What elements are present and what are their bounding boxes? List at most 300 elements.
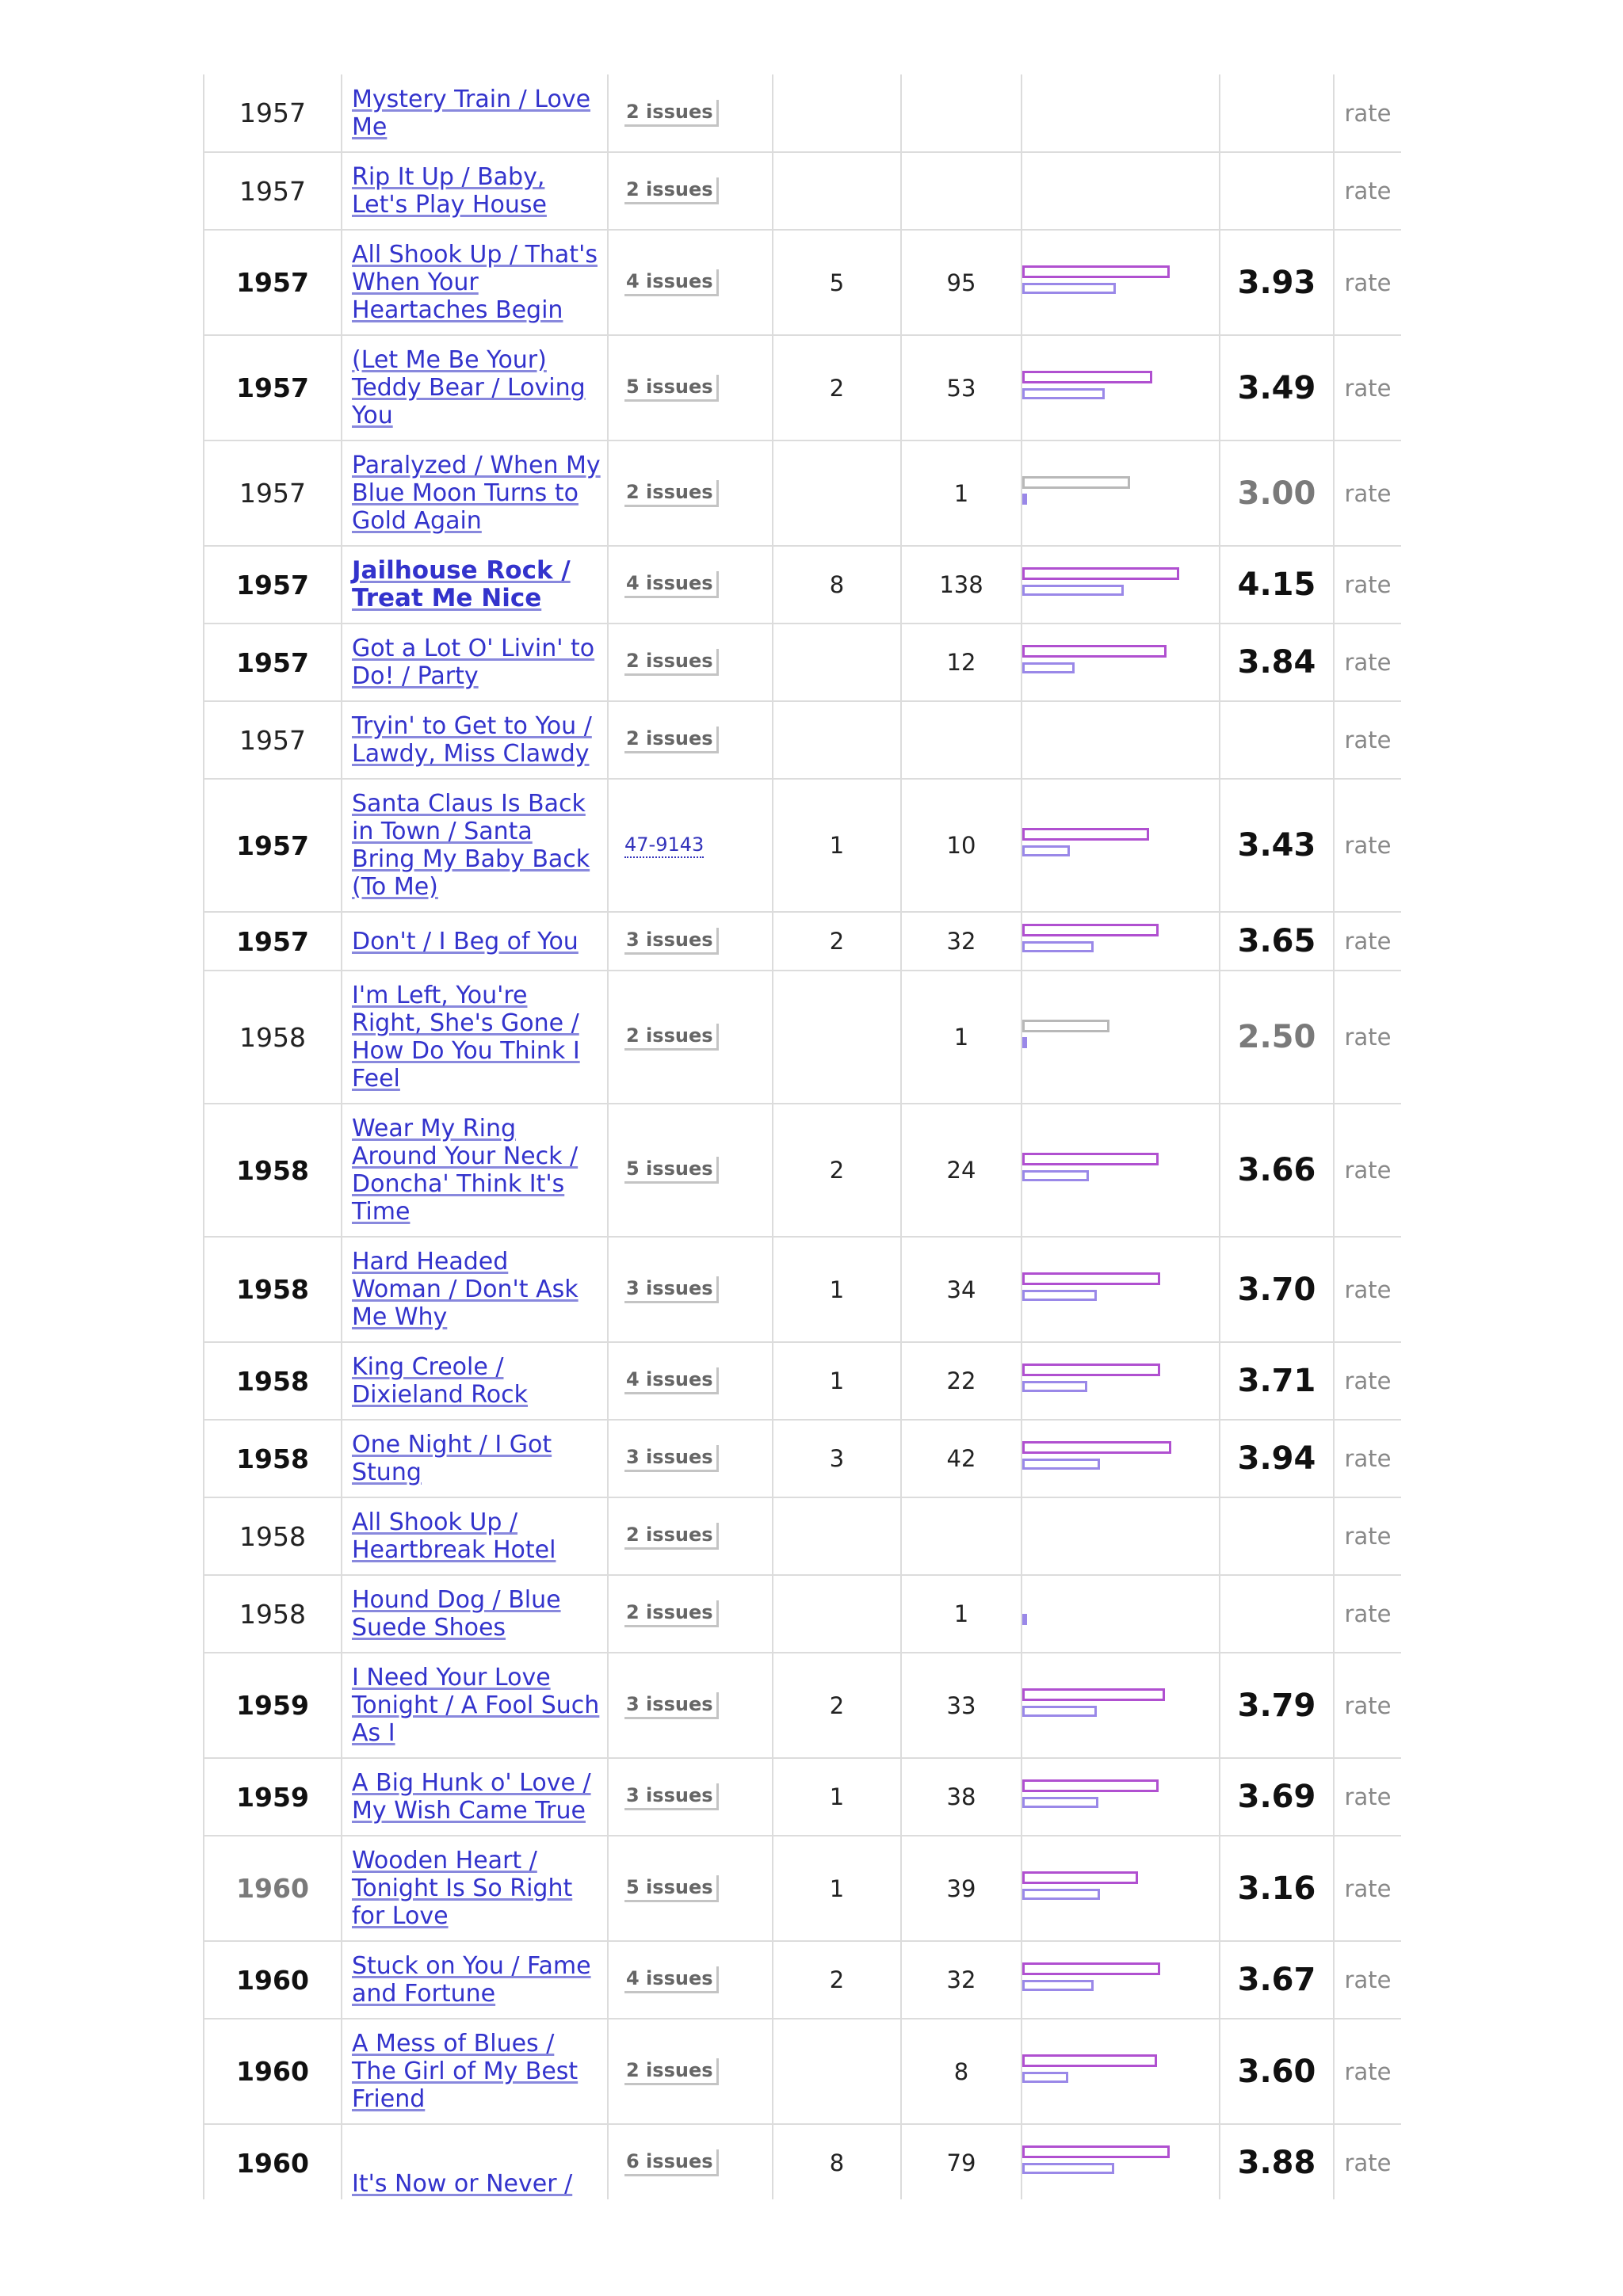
title-cell: [342, 230, 608, 335]
release-year: 1957: [204, 546, 342, 624]
rate-link[interactable]: rate: [1334, 546, 1401, 624]
average-rating: 3.71: [1220, 1342, 1334, 1420]
table-row: [204, 624, 1401, 701]
issues-cell: [608, 1653, 773, 1758]
issues-button[interactable]: 2 issues: [624, 480, 719, 507]
review-count: 3: [773, 1420, 901, 1497]
rating-bars-cell: [1022, 1342, 1220, 1420]
rating-count-bar: [1022, 1037, 1027, 1048]
issues-button[interactable]: 2 issues: [624, 100, 719, 127]
issues-button[interactable]: 3 issues: [624, 1692, 719, 1719]
rating-count-bar: [1022, 1170, 1089, 1181]
rating-bars-cell: [1022, 546, 1220, 624]
rating-count: 42: [901, 1420, 1022, 1497]
issues-cell: [608, 546, 773, 624]
rating-count: 1: [901, 441, 1022, 546]
release-title-link[interactable]: Got a Lot O' Livin' to Do! / Party: [352, 635, 595, 690]
average-rating-bar: [1022, 1871, 1138, 1884]
rating-bars: [1022, 645, 1219, 680]
rating-bars-cell: [1022, 2124, 1220, 2199]
release-title-link[interactable]: A Mess of Blues / The Girl of My Best Friend: [352, 2030, 579, 2113]
rating-bars-cell: [1022, 2019, 1220, 2124]
table-row: [204, 912, 1401, 971]
issues-cell: [608, 779, 773, 912]
rate-link[interactable]: rate: [1334, 1653, 1401, 1758]
rate-link[interactable]: rate: [1334, 1497, 1401, 1575]
release-title-link[interactable]: Mystery Train / Love Me: [352, 85, 591, 141]
average-rating-bar: [1022, 1441, 1171, 1454]
rating-count-bar: [1022, 1797, 1098, 1808]
rating-count-bar: [1022, 662, 1075, 673]
rating-count: 33: [901, 1653, 1022, 1758]
rating-count-bar: [1022, 2163, 1114, 2174]
release-title-link[interactable]: Hound Dog / Blue Suede Shoes: [352, 1586, 561, 1642]
table-row: [204, 152, 1401, 230]
table-row: [204, 779, 1401, 912]
release-title-link[interactable]: Santa Claus Is Back in Town / Santa Bring My Baby Back (To Me): [352, 790, 590, 901]
average-rating: 3.79: [1220, 1653, 1334, 1758]
release-title-link[interactable]: Tryin' to Get to You / Lawdy, Miss Clawdy: [352, 712, 592, 768]
rating-count: 138: [901, 546, 1022, 624]
issues-cell: [608, 1237, 773, 1342]
review-count: 2: [773, 1941, 901, 2019]
release-year: 1959: [204, 1653, 342, 1758]
rating-count-bar: [1022, 1614, 1027, 1625]
title-cell: [342, 2019, 608, 2124]
title-cell: [342, 1237, 608, 1342]
release-title-link[interactable]: Wooden Heart / Tonight Is So Right for Love: [352, 1847, 573, 1930]
review-count: 1: [773, 1237, 901, 1342]
average-rating: 3.84: [1220, 624, 1334, 701]
singles-table: [203, 74, 1401, 2199]
review-count: 2: [773, 1653, 901, 1758]
review-count: [773, 441, 901, 546]
release-title-link[interactable]: All Shook Up / Heartbreak Hotel: [352, 1508, 556, 1564]
release-title-link[interactable]: One Night / I Got Stung: [352, 1431, 552, 1486]
release-year: 1957: [204, 779, 342, 912]
rating-count: [901, 1497, 1022, 1575]
issues-button[interactable]: 3 issues: [624, 928, 719, 955]
rating-bars: [1022, 174, 1219, 208]
issues-button[interactable]: 4 issues: [624, 1966, 719, 1993]
title-cell: [342, 441, 608, 546]
rating-count: 22: [901, 1342, 1022, 1420]
issues-cell: [608, 912, 773, 971]
title-cell: [342, 1342, 608, 1420]
release-year: 1960: [204, 1941, 342, 2019]
rating-count-bar: [1022, 1459, 1100, 1470]
review-count: 1: [773, 1342, 901, 1420]
rating-bars-cell: [1022, 1758, 1220, 1836]
rating-count: 34: [901, 1237, 1022, 1342]
issues-button[interactable]: 2 issues: [624, 177, 719, 204]
rating-count: 12: [901, 624, 1022, 701]
singles-table-viewport: [203, 74, 1401, 2199]
issues-cell: [608, 1941, 773, 2019]
rating-bars: [1022, 567, 1219, 602]
issues-cell: [608, 152, 773, 230]
average-rating-bar: [1022, 1272, 1160, 1285]
average-rating: 3.43: [1220, 779, 1334, 912]
release-year: 1960: [204, 1836, 342, 1941]
rate-link[interactable]: rate: [1334, 2124, 1401, 2199]
review-count: [773, 2019, 901, 2124]
title-cell: [342, 1497, 608, 1575]
rating-bars: [1022, 924, 1219, 959]
release-year: 1957: [204, 74, 342, 152]
title-cell: [342, 1420, 608, 1497]
issues-button[interactable]: 2 issues: [624, 1600, 719, 1627]
rating-bars-cell: [1022, 1237, 1220, 1342]
rating-count: 10: [901, 779, 1022, 912]
rating-bars: [1022, 265, 1219, 300]
issues-cell: [608, 74, 773, 152]
issues-cell: [608, 1758, 773, 1836]
rating-count: 53: [901, 335, 1022, 441]
rating-bars-cell: [1022, 1420, 1220, 1497]
release-year: 1958: [204, 1575, 342, 1653]
rating-bars-cell: [1022, 1941, 1220, 2019]
issues-cell: [608, 2124, 773, 2199]
release-year: 1958: [204, 1497, 342, 1575]
table-row: [204, 1758, 1401, 1836]
rating-count: 32: [901, 1941, 1022, 2019]
rating-bars-cell: [1022, 152, 1220, 230]
rate-link[interactable]: rate: [1334, 1420, 1401, 1497]
issues-button[interactable]: 2 issues: [624, 1523, 719, 1550]
average-rating-bar: [1022, 371, 1152, 383]
review-count: [773, 1575, 901, 1653]
rating-count: [901, 74, 1022, 152]
rating-bars: [1022, 476, 1219, 511]
average-rating-bar: [1022, 265, 1170, 278]
issues-cell: [608, 1420, 773, 1497]
average-rating: 3.49: [1220, 335, 1334, 441]
average-rating: [1220, 152, 1334, 230]
rating-count: 79: [901, 2124, 1022, 2199]
rating-count: 39: [901, 1836, 1022, 1941]
release-year: 1957: [204, 624, 342, 701]
title-cell: [342, 701, 608, 779]
release-title-link[interactable]: King Creole / Dixieland Rock: [352, 1353, 529, 1409]
table-row: [204, 1941, 1401, 2019]
table-body: [204, 74, 1401, 2199]
rating-bars: [1022, 1153, 1219, 1188]
rating-bars-cell: [1022, 912, 1220, 971]
release-year: 1958: [204, 1237, 342, 1342]
release-year: 1957: [204, 701, 342, 779]
rating-count: 32: [901, 912, 1022, 971]
rating-bars-cell: [1022, 335, 1220, 441]
average-rating-bar: [1022, 1363, 1160, 1376]
table-row: [204, 2019, 1401, 2124]
average-rating: 4.15: [1220, 546, 1334, 624]
rating-count-bar: [1022, 1706, 1097, 1717]
issues-button[interactable]: 4 issues: [624, 571, 719, 598]
average-rating: [1220, 701, 1334, 779]
issues-button[interactable]: 5 issues: [624, 1875, 719, 1902]
average-rating: 3.94: [1220, 1420, 1334, 1497]
release-title-link[interactable]: Paralyzed / When My Blue Moon Turns to Gold Again: [352, 452, 601, 535]
rate-link[interactable]: rate: [1334, 2019, 1401, 2124]
rate-link[interactable]: rate: [1334, 1836, 1401, 1941]
title-cell: [342, 779, 608, 912]
release-title-link[interactable]: I Need Your Love Tonight / A Fool Such As I: [352, 1664, 600, 1747]
rating-count-bar: [1022, 585, 1124, 596]
rating-count: 8: [901, 2019, 1022, 2124]
table-row: [204, 1653, 1401, 1758]
review-count: 2: [773, 912, 901, 971]
review-count: 8: [773, 546, 901, 624]
title-cell: [342, 2124, 608, 2199]
rating-bars: [1022, 371, 1219, 406]
rate-link[interactable]: rate: [1334, 1237, 1401, 1342]
rate-link[interactable]: rate: [1334, 701, 1401, 779]
release-title-link[interactable]: Hard Headed Woman / Don't Ask Me Why: [352, 1248, 579, 1331]
issues-cell: [608, 1497, 773, 1575]
average-rating-bar: [1022, 1020, 1109, 1032]
rating-count-bar: [1022, 845, 1070, 856]
average-rating-bar: [1022, 2145, 1170, 2158]
release-year: 1960: [204, 2124, 342, 2199]
average-rating: 3.16: [1220, 1836, 1334, 1941]
title-cell: [342, 1575, 608, 1653]
rating-bars-cell: [1022, 1104, 1220, 1237]
review-count: [773, 1497, 901, 1575]
rating-count-bar: [1022, 1290, 1097, 1301]
title-cell: [342, 335, 608, 441]
rating-bars: [1022, 1871, 1219, 1906]
issues-button[interactable]: 4 issues: [624, 269, 719, 296]
release-year: 1958: [204, 1342, 342, 1420]
release-year: 1958: [204, 1420, 342, 1497]
issues-button[interactable]: 4 issues: [624, 1367, 719, 1394]
rate-link[interactable]: rate: [1334, 624, 1401, 701]
average-rating-bar: [1022, 1962, 1160, 1975]
issues-button[interactable]: 2 issues: [624, 649, 719, 676]
rating-count-bar: [1022, 2072, 1068, 2083]
average-rating-bar: [1022, 924, 1159, 936]
table-row: [204, 441, 1401, 546]
rating-count-bar: [1022, 941, 1094, 952]
average-rating-bar: [1022, 1779, 1159, 1792]
rating-bars-cell: [1022, 1836, 1220, 1941]
release-title-link[interactable]: It's Now or Never /: [352, 2170, 573, 2198]
average-rating: 3.93: [1220, 230, 1334, 335]
rate-link[interactable]: rate: [1334, 1575, 1401, 1653]
rating-count-bar: [1022, 388, 1105, 399]
rating-count: [901, 152, 1022, 230]
table-row: [204, 1104, 1401, 1237]
rating-bars-cell: [1022, 701, 1220, 779]
issues-button[interactable]: 3 issues: [624, 1276, 719, 1303]
rate-link[interactable]: rate: [1334, 335, 1401, 441]
issues-button[interactable]: 6 issues: [624, 2149, 719, 2176]
average-rating: 3.66: [1220, 1104, 1334, 1237]
average-rating-bar: [1022, 1688, 1165, 1701]
rate-link[interactable]: rate: [1334, 1941, 1401, 2019]
title-cell: [342, 971, 608, 1104]
rating-count: 24: [901, 1104, 1022, 1237]
review-count: 1: [773, 1836, 901, 1941]
table-row: [204, 230, 1401, 335]
issues-button[interactable]: 2 issues: [624, 1024, 719, 1051]
rate-link[interactable]: rate: [1334, 230, 1401, 335]
release-year: 1958: [204, 971, 342, 1104]
average-rating: 3.00: [1220, 441, 1334, 546]
release-title-link[interactable]: All Shook Up / That's When Your Heartaches Begin: [352, 241, 598, 324]
rate-link[interactable]: rate: [1334, 779, 1401, 912]
issues-button[interactable]: 2 issues: [624, 727, 719, 753]
issues-cell: [608, 2019, 773, 2124]
release-year: 1957: [204, 912, 342, 971]
release-title-link[interactable]: Jailhouse Rock / Treat Me Nice: [352, 556, 571, 612]
release-year: 1958: [204, 1104, 342, 1237]
rating-bars: [1022, 1441, 1219, 1476]
issues-cell: [608, 1575, 773, 1653]
rating-count: 95: [901, 230, 1022, 335]
release-title-link[interactable]: Stuck on You / Fame and Fortune: [352, 1952, 591, 2008]
release-year: 1960: [204, 2019, 342, 2124]
issues-button[interactable]: 3 issues: [624, 1783, 719, 1810]
rating-count: 1: [901, 971, 1022, 1104]
rating-count: [901, 701, 1022, 779]
issues-button[interactable]: 5 issues: [624, 1157, 719, 1184]
rating-bars: [1022, 2145, 1219, 2180]
rating-bars: [1022, 1272, 1219, 1307]
rating-bars: [1022, 1363, 1219, 1398]
rating-bars-cell: [1022, 74, 1220, 152]
table-row: [204, 335, 1401, 441]
review-count: [773, 624, 901, 701]
rating-count: 38: [901, 1758, 1022, 1836]
issues-cell: [608, 624, 773, 701]
rating-bars: [1022, 2054, 1219, 2089]
title-cell: [342, 1104, 608, 1237]
rating-bars: [1022, 1596, 1219, 1631]
title-cell: [342, 1653, 608, 1758]
average-rating: 3.60: [1220, 2019, 1334, 2124]
average-rating: [1220, 74, 1334, 152]
release-year: 1957: [204, 441, 342, 546]
average-rating: 3.65: [1220, 912, 1334, 971]
rate-link[interactable]: rate: [1334, 1758, 1401, 1836]
issues-button[interactable]: 5 issues: [624, 375, 719, 402]
table-row: [204, 1575, 1401, 1653]
release-title-link[interactable]: A Big Hunk o' Love / My Wish Came True: [352, 1769, 591, 1825]
rating-bars: [1022, 1519, 1219, 1554]
issues-cell: [608, 335, 773, 441]
release-year: 1957: [204, 230, 342, 335]
average-rating: 3.69: [1220, 1758, 1334, 1836]
average-rating-bar: [1022, 476, 1130, 489]
rating-bars-cell: [1022, 1653, 1220, 1758]
average-rating: 3.70: [1220, 1237, 1334, 1342]
rating-bars: [1022, 723, 1219, 757]
release-year: 1957: [204, 335, 342, 441]
release-year: 1957: [204, 152, 342, 230]
release-title-link[interactable]: Wear My Ring Around Your Neck / Doncha' Think It's Time: [352, 1115, 579, 1226]
rating-count-bar: [1022, 1889, 1100, 1900]
table-row: [204, 701, 1401, 779]
release-title-link[interactable]: I'm Left, You're Right, She's Gone / How Do You Think I Feel: [352, 982, 580, 1093]
rate-link[interactable]: rate: [1334, 441, 1401, 546]
table-row: [204, 2124, 1401, 2199]
average-rating-bar: [1022, 828, 1149, 841]
review-count: 1: [773, 1758, 901, 1836]
rating-bars: [1022, 828, 1219, 863]
rating-bars-cell: [1022, 441, 1220, 546]
rating-count-bar: [1022, 283, 1116, 294]
rating-bars: [1022, 1688, 1219, 1723]
issues-button[interactable]: 3 issues: [624, 1445, 719, 1472]
average-rating: 2.50: [1220, 971, 1334, 1104]
review-count: [773, 152, 901, 230]
issues-cell: [608, 1342, 773, 1420]
table-row: [204, 1237, 1401, 1342]
average-rating-bar: [1022, 567, 1179, 580]
title-cell: [342, 1941, 608, 2019]
rate-link[interactable]: rate: [1334, 912, 1401, 971]
rating-bars: [1022, 1779, 1219, 1814]
review-count: [773, 701, 901, 779]
average-rating: 3.67: [1220, 1941, 1334, 2019]
rate-link[interactable]: rate: [1334, 74, 1401, 152]
rating-bars-cell: [1022, 624, 1220, 701]
rating-bars-cell: [1022, 1575, 1220, 1653]
title-cell: [342, 912, 608, 971]
title-cell: [342, 624, 608, 701]
title-cell: [342, 74, 608, 152]
issues-button[interactable]: 2 issues: [624, 2058, 719, 2085]
rate-link[interactable]: rate: [1334, 1104, 1401, 1237]
rate-link[interactable]: rate: [1334, 1342, 1401, 1420]
rating-bars-cell: [1022, 971, 1220, 1104]
average-rating: [1220, 1575, 1334, 1653]
rating-bars-cell: [1022, 230, 1220, 335]
issues-cell: [608, 441, 773, 546]
rating-count: 1: [901, 1575, 1022, 1653]
issues-cell: [608, 1836, 773, 1941]
review-count: 5: [773, 230, 901, 335]
average-rating: 3.88: [1220, 2124, 1334, 2199]
review-count: [773, 971, 901, 1104]
rate-link[interactable]: rate: [1334, 971, 1401, 1104]
release-title-link[interactable]: Don't / I Beg of You: [352, 927, 579, 955]
rating-bars: [1022, 1962, 1219, 1997]
issues-cell: [608, 971, 773, 1104]
catalog-number-link[interactable]: 47-9143: [624, 833, 704, 858]
rating-count-bar: [1022, 1980, 1094, 1991]
review-count: 2: [773, 1104, 901, 1237]
table-row: [204, 546, 1401, 624]
rating-bars: [1022, 96, 1219, 131]
rating-count-bar: [1022, 494, 1027, 505]
release-year: 1959: [204, 1758, 342, 1836]
title-cell: [342, 152, 608, 230]
table-row: [204, 1497, 1401, 1575]
review-count: 8: [773, 2124, 901, 2199]
issues-cell: [608, 1104, 773, 1237]
title-cell: [342, 546, 608, 624]
rating-bars-cell: [1022, 779, 1220, 912]
release-title-link[interactable]: Rip It Up / Baby, Let's Play House: [352, 163, 547, 219]
rating-bars: [1022, 1020, 1219, 1055]
rate-link[interactable]: rate: [1334, 152, 1401, 230]
issues-cell: [608, 230, 773, 335]
release-title-link[interactable]: (Let Me Be Your) Teddy Bear / Loving You: [352, 346, 586, 429]
review-count: [773, 74, 901, 152]
